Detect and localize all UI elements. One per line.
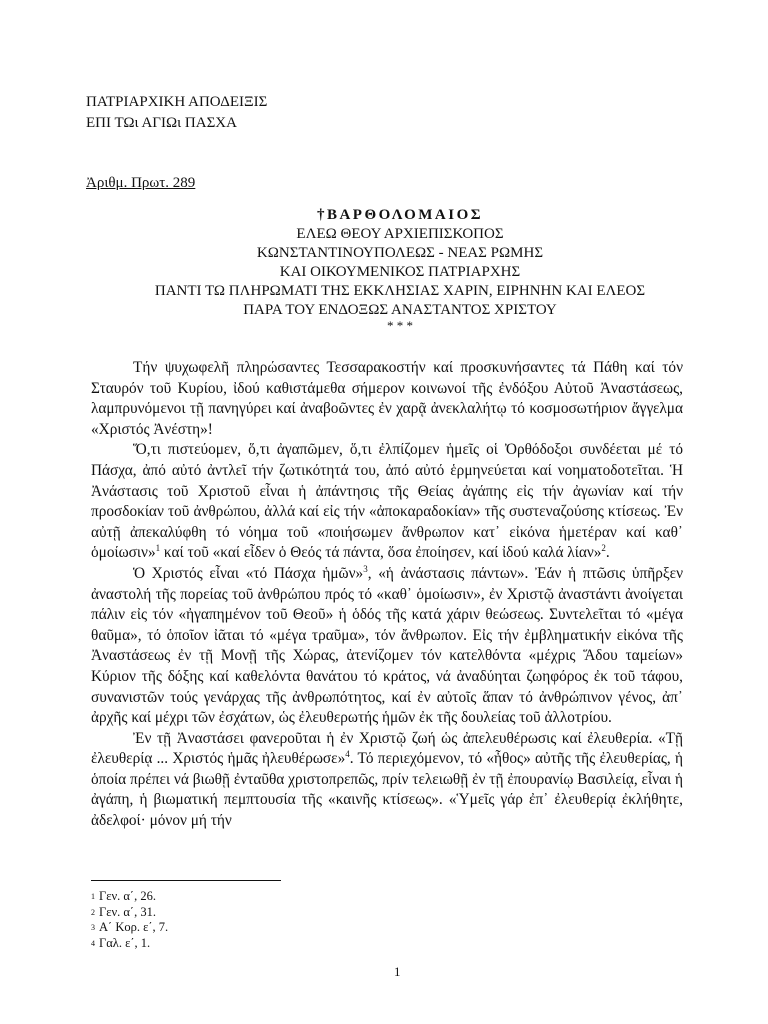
footnote-2-text: Γεν. α΄, 31. [99, 904, 156, 919]
footnote-3-text: Α΄ Κορ. ε΄, 7. [99, 920, 169, 934]
paragraph-3-text-a: Ὁ Χριστός εἶναι «τό Πάσχα ἡμῶν» [133, 564, 364, 582]
footnote-3 [91, 920, 168, 936]
paragraph-3-text-b: , «ἡ ἀνάστασις πάντων». Ἐάν ἡ πτῶσις ὑπῆρξεν ἀναστολή τῆς πορείας τοῦ ἀνθρώπου πρός τό «καθ᾽ ὁμοίωσιν», ἐν Χριστῷ ἀναστάντι ἀνοίγεται πάλιν εἰς τόν «ἠγαπημένον τοῦ Θεοῦ» ἡ ὁδός τῆς κατά χάριν θεώσεως. Συντελεῖται τό «μέγα θαῦμα», τό ὁποῖον ἰᾶται τό «μέγα τραῦμα», τόν ἄνθρωπον. Εἰς τήν ἐμβληματικήν εἰκόνα τῆς Ἀναστάσεως ἐν τῇ Μονῇ τῆς Χώρας, ἀτενίζομεν τόν κατελθόντα «μέχρις Ἅδου ταμείων» Κύριον τῆς δόξης καί καθελόντα θανάτου τό κράτος, νά ἀναδύηται ζωηφόρος ἐκ τοῦ τάφου, συνανιστῶν τούς γενάρχας τῆς ἀνθρωπότητος, καί ἐν αὐτοῖς ἅπαν τό ἀνθρώπινον γένος, ἀπ᾽ ἀρχῆς καί μέχρι τῶν ἐσχάτων, ὡς ἐλευθερωτής ἡμῶν ἐκ τῆς δουλείας τοῦ ἀλλοτρίου. [91, 564, 684, 727]
paragraph-4-text-b: . Τό περιεχόμενον, τό «ἦθος» αὐτῆς τῆς ἐλευθερίας, ἡ ὁποία πρέπει νά βιωθῇ ἐνταῦθα χριστοπρεπῶς, πρίν τελειωθῇ ἐν τῇ ἐπουρανίῳ Βασιλείᾳ, εἶναι ἡ ἀγάπη, ἡ βιωματική πεμπτουσία τῆς «καινῆς κτίσεως». «Ὑμεῖς γάρ ἐπ᾽ ἐλευθερίᾳ ἐκλήθητε, ἀδελφοί· μόνον μή τήν [91, 750, 683, 830]
protocol-number: Ἀριθμ. Πρωτ. 289 [86, 175, 196, 191]
paragraph-1: Τήν ψυχωφελῆ πληρώσαντες Τεσσαρακοστήν καί προσκυνήσαντες τά Πάθη καί τόν Σταυρόν τοῦ Κυρίου, ἰδού καθιστάμεθα σήμερον κοινωνοί τῆς ἐνδόξου Αὐτοῦ Ἀναστάσεως, λαμπρυνόμενοι τῇ πανηγύρει καί ἀναβοῶντες ἐν χαρᾷ ἀνεκλαλήτῳ τό κοσμοσωτήριον ἄγγελμα «Χριστός Ἀνέστη»! [91, 359, 683, 438]
footnote-1-text: Γεν. α΄, 26. [99, 889, 156, 903]
footnote-divider [91, 880, 281, 881]
paragraph-2-text-c: . [605, 544, 610, 562]
patriarch-heading [150, 206, 650, 332]
footnote-4 [91, 936, 168, 952]
paragraph-2-text-b: καί τοῦ «καί εἶδεν ὁ Θεός τά πάντα, ὅσα ἐποίησεν, καί ἰδού καλά λίαν» [160, 544, 602, 562]
footnote-3-number: 3 [91, 923, 95, 932]
footnotes [91, 889, 168, 951]
footnote-1-number: 1 [91, 892, 95, 901]
footnote-ref-4: 4 [345, 749, 350, 760]
patriarch-name: †ΒΑΡΘΟΛΟΜΑΙΟΣ [316, 207, 484, 223]
paragraph-4-text-a: Ἐν τῇ Ἀναστάσει φανεροῦται ἡ ἐν Χριστῷ ζωή ὡς ἀπελευθέρωσις καί ἐλευθερία. «Τῇ ἐλευθερίᾳ ... Χριστός ἡμᾶς ἠλευθέρωσε» [91, 729, 683, 768]
section-separator: * * * [387, 318, 413, 333]
footnote-1 [91, 889, 168, 905]
heading-line-3: ΚΑΙ ΟΙΚΟΥΜΕΝΙΚΟΣ ΠΑΤΡΙΑΡΧΗΣ [279, 264, 521, 280]
paragraph-2 [91, 440, 683, 564]
document-type-line-2: ΕΠΙ ΤΩι ΑΓΙΩι ΠΑΣΧΑ [86, 115, 237, 131]
paragraph-2-text-a: Ὅ,τι πιστεύομεν, ὅ,τι ἀγαπῶμεν, ὅ,τι ἐλπίζομεν ἡμεῖς οἱ Ὀρθόδοξοι συνδέεται μέ τό Πάσχα, ἀπό αὐτό ἀντλεῖ τήν ζωτικότητά του, ἀπό αὐτό ἑρμηνεύεται καί νοηματοδοτεῖται. Ἡ Ἀνάστασις τοῦ Χριστοῦ εἶναι ἡ ἀπάντησις τῆς Θείας ἀγάπης εἰς τήν ἀγωνίαν καί τήν προσδοκίαν τοῦ ἀνθρώπου, ἀλλά καί εἰς τήν «ἀποκαραδοκίαν» τῆς συστεναζούσης κτίσεως. Ἐν αὐτῇ ἀπεκαλύφθη τό νόημα τοῦ «ποιήσωμεν ἄνθρωπον κατ᾽ εἰκόνα ἡμετέραν καί καθ᾽ ὁμοίωσιν» [91, 441, 683, 562]
heading-line-5: ΠΑΡΑ ΤΟΥ ΕΝΔΟΞΩΣ ΑΝΑΣΤΑΝΤΟΣ ΧΡΙΣΤΟΥ [243, 302, 557, 318]
footnote-2 [91, 905, 168, 921]
footnote-4-text: Γαλ. ε΄, 1. [99, 935, 151, 950]
footnote-ref-2: 2 [601, 543, 606, 554]
heading-line-1: ΕΛΕΩ ΘΕΟΥ ΑΡΧΙΕΠΙΣΚΟΠΟΣ [296, 226, 504, 242]
document-type-line-1: ΠΑΤΡΙΑΡΧΙΚΗ ΑΠΟΔΕΙΞΙΣ [86, 94, 268, 110]
message-body [91, 358, 683, 832]
page-number: 1 [394, 964, 401, 979]
footnote-ref-1: 1 [155, 543, 161, 554]
paragraph-4 [91, 729, 683, 832]
paragraph-3 [91, 564, 683, 729]
footnote-ref-3: 3 [363, 563, 368, 574]
footnote-4-number: 4 [91, 938, 95, 948]
heading-line-4: ΠΑΝΤΙ ΤΩ ΠΛΗΡΩΜΑΤΙ ΤΗΣ ΕΚΚΛΗΣΙΑΣ ΧΑΡΙΝ, ΕΙΡΗΝΗΝ ΚΑΙ ΕΛΕΟΣ [154, 283, 646, 299]
footnote-2-number: 2 [91, 907, 95, 917]
heading-line-2: ΚΩΝΣΤΑΝΤΙΝΟΥΠΟΛΕΩΣ - ΝΕΑΣ ΡΩΜΗΣ [256, 245, 544, 261]
document-type-header [86, 92, 267, 134]
